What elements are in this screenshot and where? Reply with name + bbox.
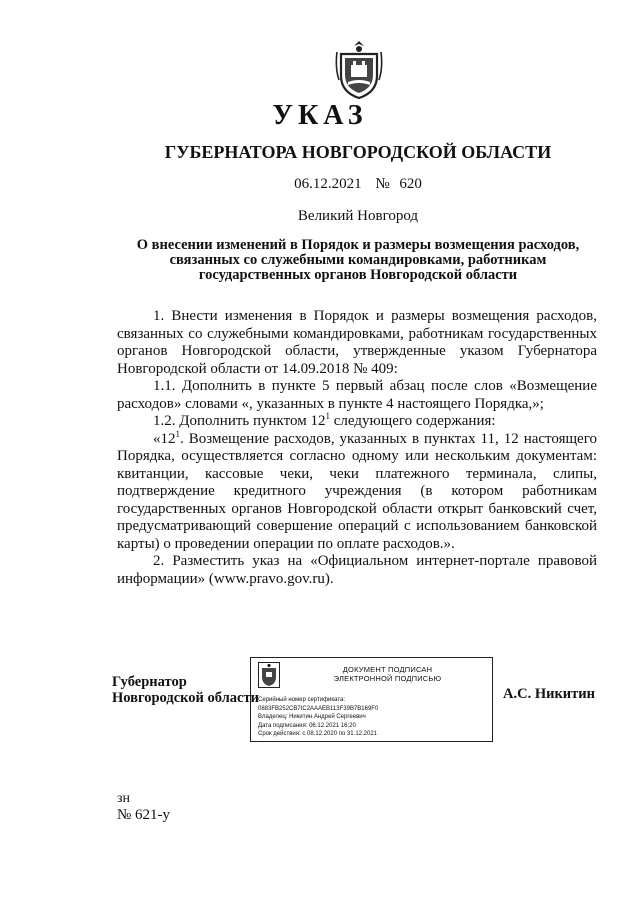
stamp-validity: Срок действия: с 08.12.2020 по 31.12.2021: [258, 731, 378, 738]
stamp-sign-date: Дата подписания: 06.12.2021 16:20: [258, 722, 356, 729]
signer-title-line: Новгородской области: [112, 690, 259, 706]
document-type: УКАЗ: [272, 100, 368, 131]
paragraph-text: «12: [153, 430, 176, 447]
paragraph-12-1: [117, 428, 597, 554]
signer-name: А.С. Никитин: [503, 686, 595, 702]
paragraph-text: . Возмещение расходов, указанных в пунктах 11, 12 настоящего Порядка, осуществляется согласно одному или нескольким документам: квитанции, кассовые чеки, чеки платежного терминала, слипы, подтверждение кредитного учреждения (в котором работникам государственных органов Новгородской области открыт банковский счет, предусматривающий совершение операций с использованием банковской карты) о проведении операции по оплате расходов.».: [117, 430, 597, 552]
registration-footer: [117, 790, 170, 824]
date-number-line: [0, 176, 640, 193]
superscript: 1: [325, 411, 330, 421]
subject-line: связанных со служебными командировками, работникам: [169, 252, 547, 268]
signer-title-line: Губернатор: [112, 674, 187, 690]
issuer-title: ГУБЕРНАТОРА НОВГОРОДСКОЙ ОБЛАСТИ: [164, 142, 552, 162]
paragraph-text: следующего содержания:: [329, 413, 496, 429]
paragraph-1-1: 1.1. Дополнить в пункте 5 первый абзац после слов «Возмещение расходов» словами «, указанных в пункте 4 настоящего Порядка,»;: [117, 378, 597, 412]
electronic-signature-stamp: [250, 657, 493, 742]
superscript: 1: [175, 428, 180, 439]
executor-initials: зн: [117, 791, 131, 806]
stamp-heading-line: ДОКУМЕНТ ПОДПИСАН: [342, 665, 433, 674]
coat-of-arms-icon: [333, 38, 385, 100]
paragraph-1: 1. Внести изменения в Порядок и размеры возмещения расходов, связанных со служебными командировками, работникам государственных органов Новгородской области, утвержденные указом Губернатора Новгородской области от 14.09.2018 № 409:: [117, 308, 597, 377]
signer-title: [112, 674, 259, 706]
paragraph-1-2: [117, 413, 597, 431]
stamp-cert-number: 0883FB252CB7IC2AAAEB113F39B7B169F0: [258, 705, 379, 712]
coat-of-arms-icon: [258, 662, 280, 688]
decree-body: [117, 308, 597, 588]
stamp-cert-label: Серийный номер сертификата:: [258, 697, 346, 703]
stamp-heading: [285, 665, 490, 683]
paragraph-text: 1.2. Дополнить пунктом 12: [153, 413, 326, 429]
paragraph-2: 2. Разместить указ на «Официальном интернет-портале правовой информации» (www.pravo.gov.ru).: [117, 553, 597, 587]
number-sign: №: [375, 176, 390, 192]
decree-subject: [130, 238, 586, 283]
subject-line: государственных органов Новгородской области: [198, 267, 518, 283]
registration-number: № 621-у: [117, 807, 171, 823]
stamp-owner: Владелец: Никитин Андрей Сергеевич: [258, 714, 366, 721]
subject-line: О внесении изменений в Порядок и размеры возмещения расходов,: [136, 237, 580, 253]
city: Великий Новгород: [297, 208, 419, 224]
stamp-heading-line: ЭЛЕКТРОННОЙ ПОДПИСЬЮ: [333, 674, 442, 683]
stamp-details: [258, 696, 378, 739]
decree-date: 06.12.2021: [294, 176, 362, 192]
decree-number: 620: [399, 176, 422, 192]
